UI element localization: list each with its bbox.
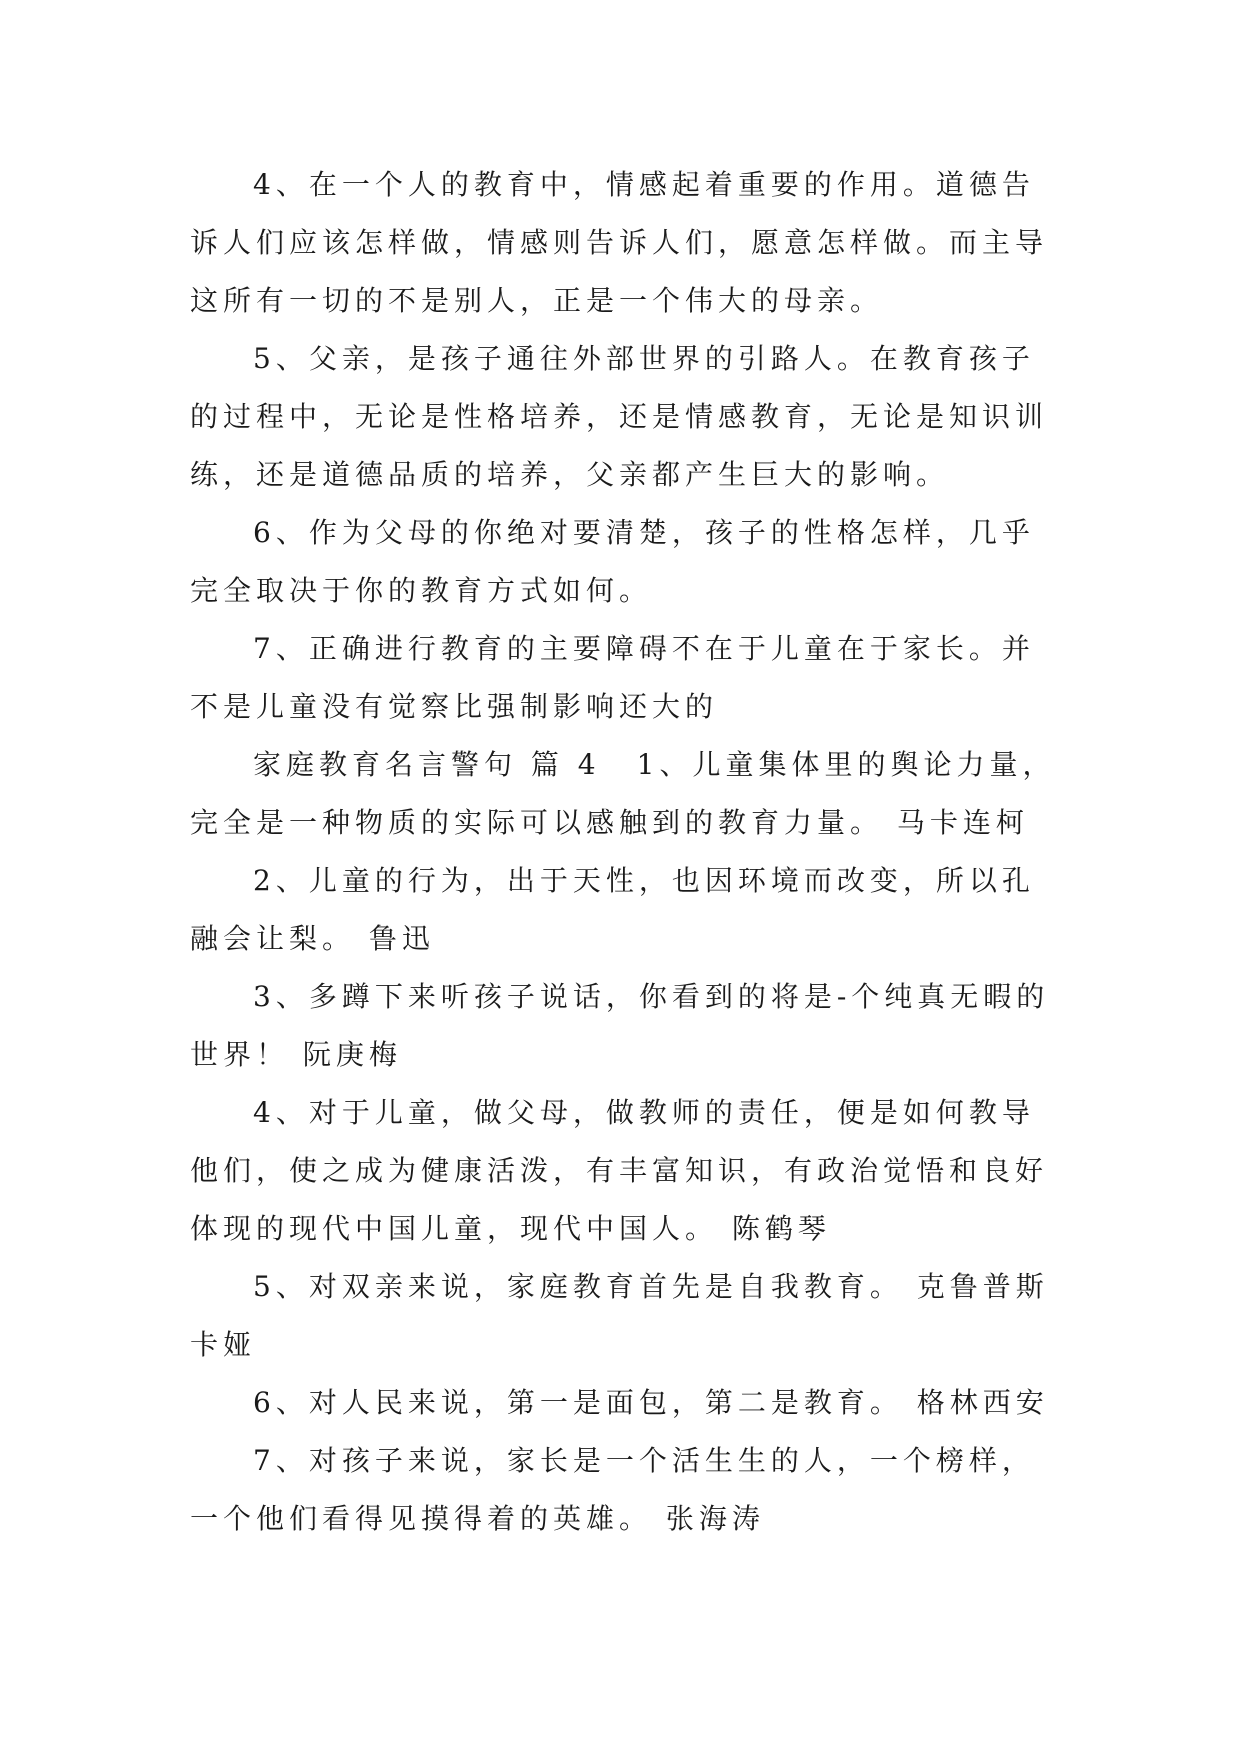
text-line: 卡娅 <box>190 1328 257 1361</box>
text-line-content: 1、儿童集体里的舆论力量， <box>636 748 1056 781</box>
text-line: 诉人们应该怎样做，情感则告诉人们，愿意怎样做。而主导 <box>190 226 1049 259</box>
text-line: 6、对人民来说，第一是面包，第二是教育。 格林西安 <box>253 1386 1049 1419</box>
text-line: 的过程中，无论是性格培养，还是情感教育，无论是知识训 <box>190 400 1049 433</box>
text-line: 融会让梨。 鲁迅 <box>190 922 435 955</box>
text-line: 7、对孩子来说，家长是一个活生生的人，一个榜样， <box>253 1444 1035 1477</box>
text-line: 这所有一切的不是别人，正是一个伟大的母亲。 <box>190 284 884 317</box>
text-line: 5、父亲，是孩子通往外部世界的引路人。在教育孩子 <box>253 342 1035 375</box>
text-line: 6、作为父母的你绝对要清楚，孩子的性格怎样，几乎 <box>253 516 1035 549</box>
text-line: 2、儿童的行为，出于天性，也因环境而改变，所以孔 <box>253 864 1035 897</box>
text-line: 世界！ 阮庚梅 <box>190 1038 402 1071</box>
text-line: 不是儿童没有觉察比强制影响还大的 <box>190 690 719 723</box>
section-heading-line <box>190 736 1056 794</box>
text-line: 5、对双亲来说，家庭教育首先是自我教育。 克鲁普斯 <box>253 1270 1049 1303</box>
section-heading: 家庭教育名言警句 篇 4 <box>253 748 601 781</box>
text-line: 他们，使之成为健康活泼，有丰富知识，有政治觉悟和良好 <box>190 1154 1049 1187</box>
text-line: 4、对于儿童，做父母，做教师的责任，便是如何教导 <box>253 1096 1035 1129</box>
text-line: 一个他们看得见摸得着的英雄。 张海涛 <box>190 1502 765 1535</box>
text-line: 体现的现代中国儿童，现代中国人。 陈鹤琴 <box>190 1212 831 1245</box>
text-line: 练，还是道德品质的培养，父亲都产生巨大的影响。 <box>190 458 950 491</box>
text-line: 完全是一种物质的实际可以感触到的教育力量。 马卡连柯 <box>190 806 1029 839</box>
text-line: 4、在一个人的教育中，情感起着重要的作用。道德告 <box>253 168 1035 201</box>
text-line: 7、正确进行教育的主要障碍不在于儿童在于家长。并 <box>253 632 1035 665</box>
text-line: 3、多蹲下来听孩子说话，你看到的将是-个纯真无暇的 <box>253 980 1050 1013</box>
text-line: 完全取决于你的教育方式如何。 <box>190 574 653 607</box>
document-body <box>190 156 1056 1548</box>
